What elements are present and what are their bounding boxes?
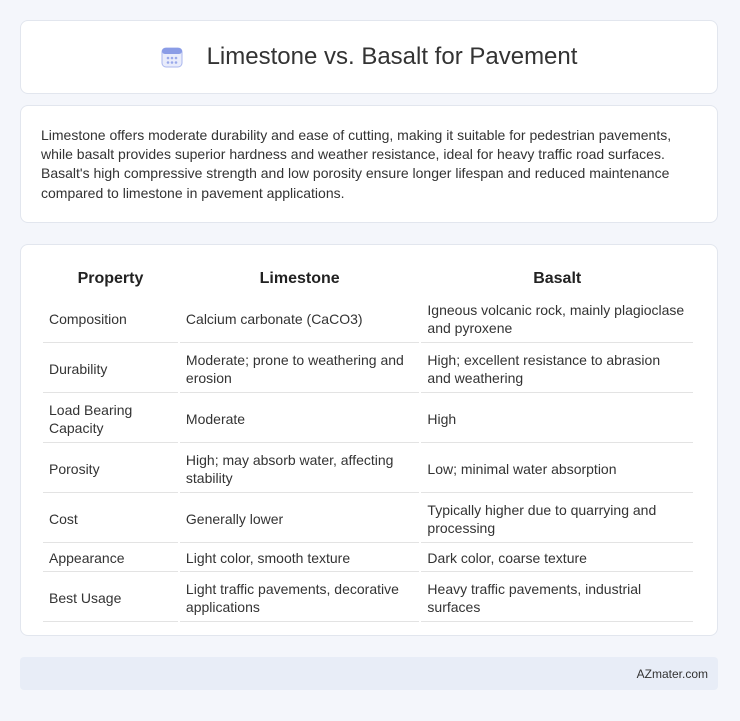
header-limestone: Limestone: [259, 270, 340, 287]
table-header-row: [43, 265, 693, 293]
page-title: Limestone vs. Basalt for Pavement: [206, 43, 578, 70]
table-row: [43, 574, 693, 622]
table-row: [43, 445, 693, 493]
cell-property: Best Usage: [43, 574, 178, 622]
cell-limestone: Light color, smooth texture: [180, 545, 420, 572]
footer: [20, 657, 718, 690]
title-card: [20, 20, 718, 94]
table-row: [43, 545, 693, 572]
cell-basalt: Low; minimal water absorption: [421, 445, 693, 493]
cell-basalt: High; excellent resistance to abrasion and weathering: [421, 345, 693, 393]
footer-brand: AZmater.com: [636, 666, 708, 681]
table-card: [20, 244, 718, 636]
cell-basalt: Igneous volcanic rock, mainly plagioclase and pyroxene: [421, 295, 693, 343]
cell-property: Cost: [43, 495, 178, 543]
table-row: [43, 395, 693, 443]
cell-limestone: High; may absorb water, affecting stability: [180, 445, 420, 493]
cell-property: Load Bearing Capacity: [43, 395, 178, 443]
cell-basalt: Typically higher due to quarrying and processing: [421, 495, 693, 543]
header-property: Property: [77, 270, 144, 287]
cell-basalt: Dark color, coarse texture: [421, 545, 693, 572]
cell-basalt: High: [421, 395, 693, 443]
cell-limestone: Calcium carbonate (CaCO3): [180, 295, 420, 343]
cell-limestone: Generally lower: [180, 495, 420, 543]
cell-limestone: Moderate: [180, 395, 420, 443]
calendar-icon: [161, 46, 183, 68]
comparison-table: [41, 263, 695, 624]
description-text: Limestone offers moderate durability and ease of cutting, making it suitable for pedestrian pavements, while basalt provides superior hardness and weather resistance, ideal for heavy traffic road surfaces. Basalt's high compressive strength and low porosity ensure longer lifespan and reduced maintenance compared to limestone in pavement applications.: [41, 127, 672, 201]
description-card: [20, 105, 718, 223]
cell-limestone: Light traffic pavements, decorative applications: [180, 574, 420, 622]
cell-basalt: Heavy traffic pavements, industrial surfaces: [421, 574, 693, 622]
cell-limestone: Moderate; prone to weathering and erosion: [180, 345, 420, 393]
cell-property: Porosity: [43, 445, 178, 493]
table-row: [43, 495, 693, 543]
table-row: [43, 295, 693, 343]
cell-property: Durability: [43, 345, 178, 393]
cell-property: Appearance: [43, 545, 178, 572]
table-row: [43, 345, 693, 393]
cell-property: Composition: [43, 295, 178, 343]
header-basalt: Basalt: [533, 270, 582, 287]
